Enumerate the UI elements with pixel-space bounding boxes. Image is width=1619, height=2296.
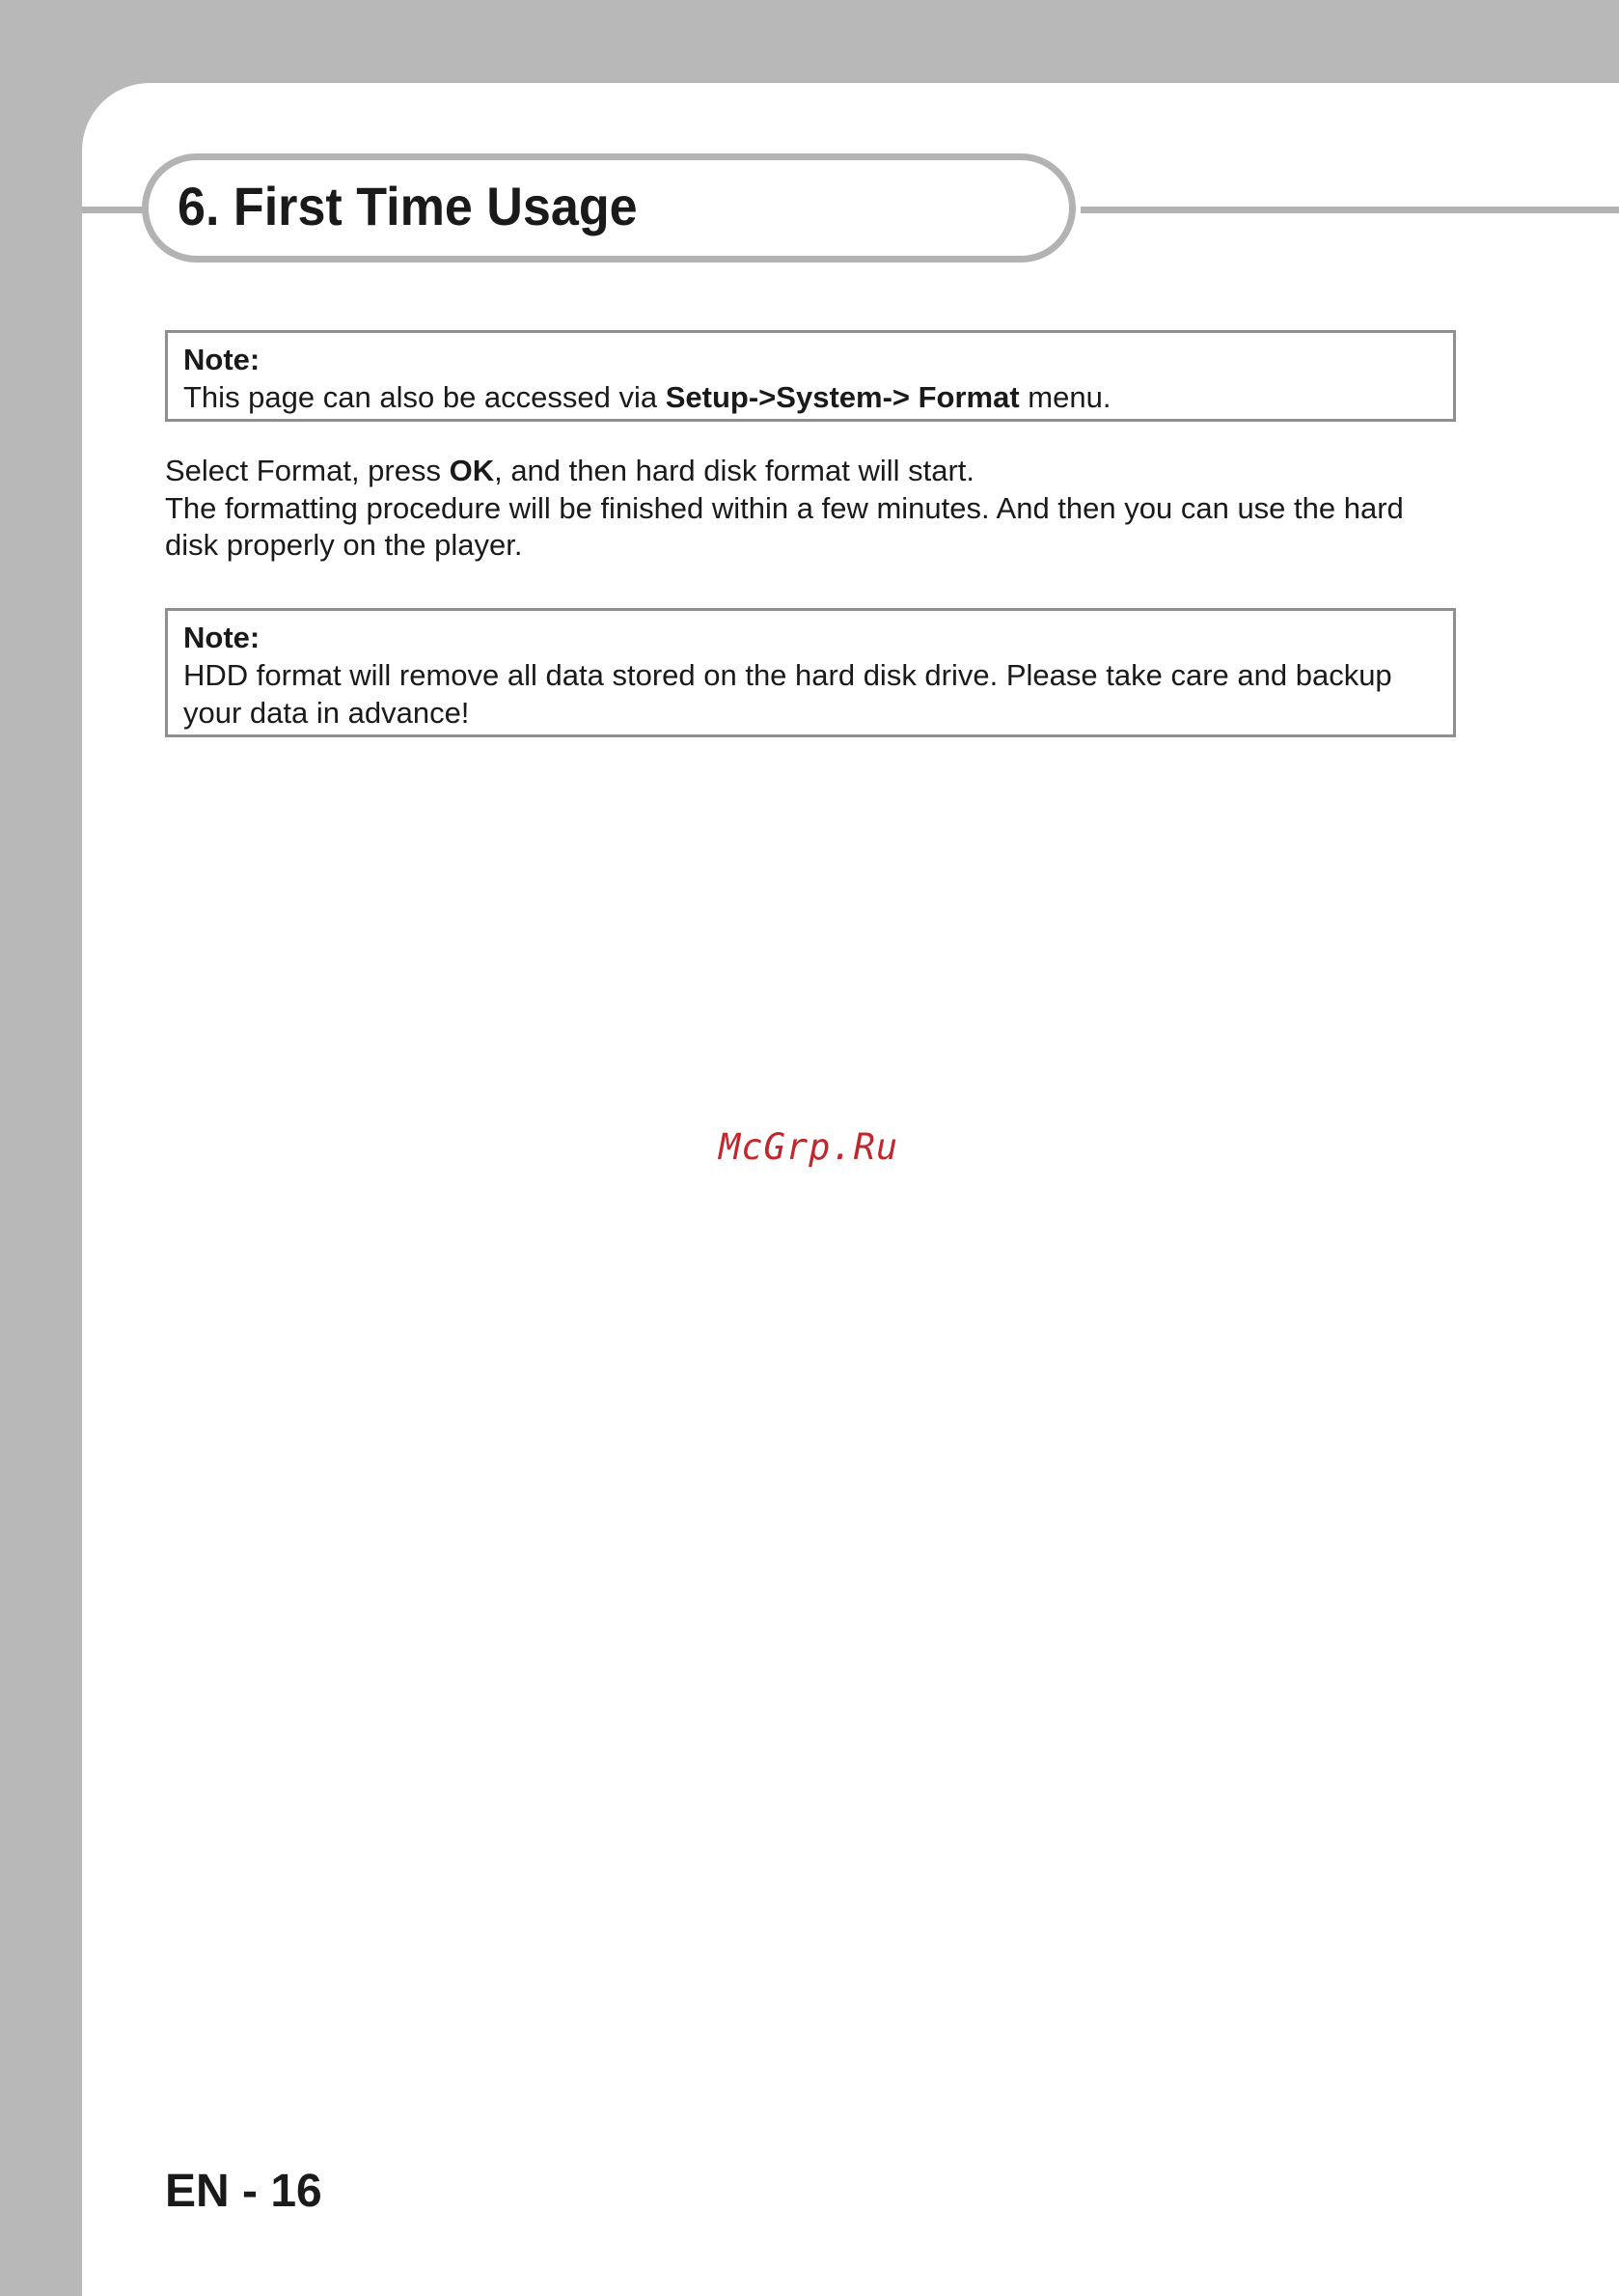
page-number: EN - 16	[165, 2166, 322, 2217]
note-label: Note:	[183, 621, 261, 654]
instruction-line	[165, 453, 1458, 490]
ok-key: OK	[449, 454, 495, 487]
note-text	[183, 380, 1111, 414]
note-box-access	[165, 330, 1456, 422]
note-label: Note:	[183, 343, 261, 376]
watermark: McGrp.Ru	[719, 1126, 899, 1168]
note-text-start: This page can also be accessed via	[183, 380, 666, 414]
warning-text: HDD format will remove all data stored on the hard disk drive. Please take care and backup your data in advance!	[183, 658, 1392, 730]
header-rule-right	[1081, 207, 1619, 213]
menu-path: Setup->System-> Format	[665, 380, 1020, 414]
note-text-end: menu.	[1019, 380, 1111, 414]
header-rule-left	[82, 207, 150, 213]
note-box-warning	[165, 608, 1456, 737]
instruction-start: Select Format, press	[165, 454, 450, 487]
instructions	[165, 453, 1458, 565]
instruction-end: , and then hard disk format will start.	[494, 454, 975, 487]
section-title: 6. First Time Usage	[178, 176, 638, 236]
procedure-paragraph: The formatting procedure will be finished within a few minutes. And then you can use the hard disk properly on the player.	[165, 490, 1404, 562]
